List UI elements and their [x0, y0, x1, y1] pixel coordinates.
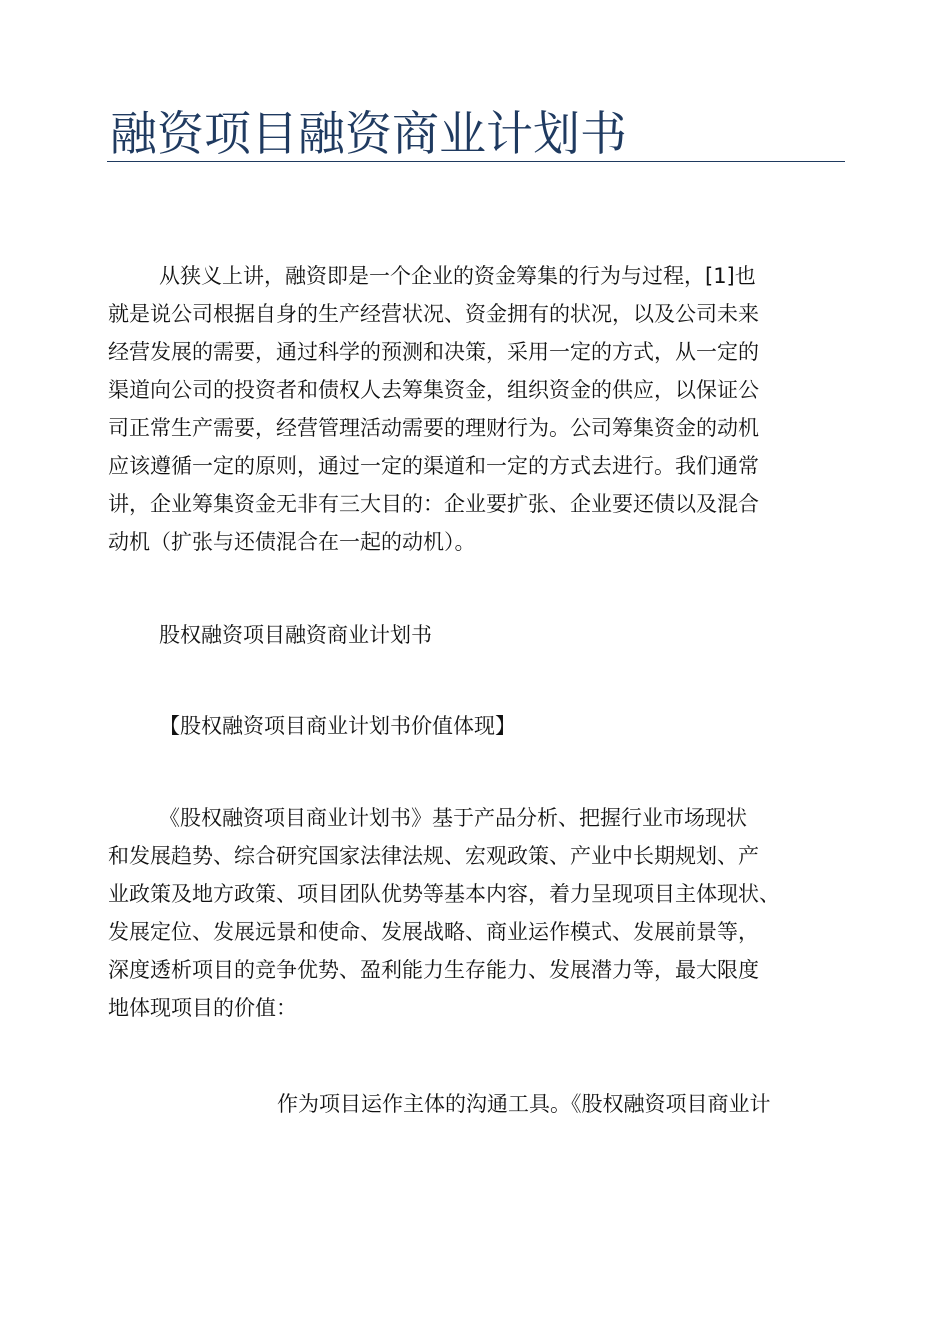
paragraph-line: 讲，企业筹集资金无非有三大目的：企业要扩张、企业要还债以及混合 [108, 492, 759, 516]
paragraph-line: 渠道向公司的投资者和债权人去筹集资金，组织资金的供应，以保证公 [108, 378, 759, 402]
paragraph-line: 和发展趋势、综合研究国家法律法规、宏观政策、产业中长期规划、产 [108, 844, 759, 868]
paragraph-line: 地体现项目的价值： [108, 996, 297, 1020]
paragraph-line: 就是说公司根据自身的生产经营状况、资金拥有的状况，以及公司未来 [108, 302, 759, 326]
paragraph-line: 动机（扩张与还债混合在一起的动机）。 [108, 530, 476, 554]
paragraph-line: 司正常生产需要，经营管理活动需要的理财行为。公司筹集资金的动机 [108, 416, 759, 440]
subtitle: 股权融资项目融资商业计划书 [159, 623, 432, 647]
paragraph-line: 业政策及地方政策、项目团队优势等基本内容，着力呈现项目主体现状、 [108, 882, 780, 906]
paragraph-line: 应该遵循一定的原则，通过一定的渠道和一定的方式去进行。我们通常 [108, 454, 759, 478]
paragraph-line: 经营发展的需要，通过科学的预测和决策，采用一定的方式，从一定的 [108, 340, 759, 364]
section-heading: 【股权融资项目商业计划书价值体现】 [159, 714, 516, 738]
paragraph-line: 《股权融资项目商业计划书》基于产品分析、把握行业市场现状 [159, 806, 747, 830]
paragraph-line: 从狭义上讲，融资即是一个企业的资金筹集的行为与过程，[1]也 [159, 264, 756, 288]
document-title: 融资项目融资商业计划书 [110, 107, 627, 162]
paragraph-line: 深度透析项目的竞争优势、盈利能力生存能力、发展潜力等，最大限度 [108, 958, 759, 982]
title-underline-divider [107, 161, 845, 162]
paragraph-line: 发展定位、发展远景和使命、发展战略、商业运作模式、发展前景等， [108, 920, 759, 944]
paragraph-line: 作为项目运作主体的沟通工具。《股权融资项目商业计 [277, 1092, 771, 1116]
